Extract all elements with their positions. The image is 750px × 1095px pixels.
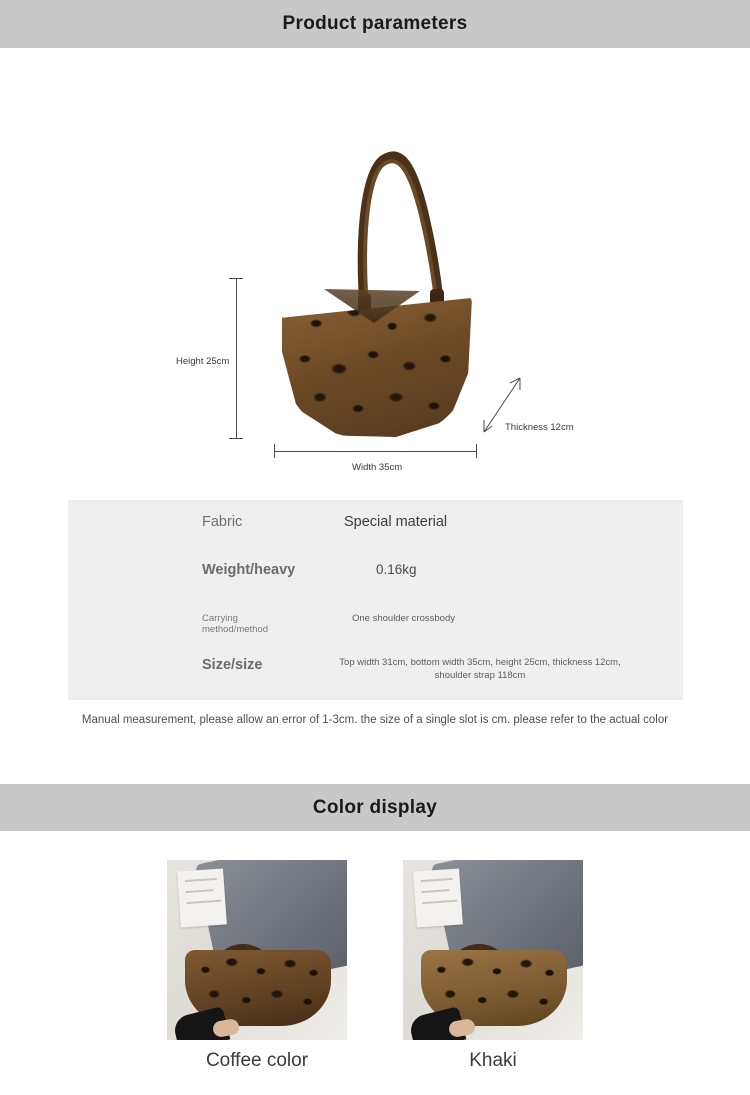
product-parameters-title: Product parameters [0, 0, 750, 48]
spec-label-carrying-method: Carrying method/method [202, 613, 269, 635]
color-label-coffee: Coffee color [205, 1050, 309, 1071]
spec-table [68, 500, 683, 700]
height-rule [236, 278, 237, 438]
note-card [177, 868, 227, 927]
bag-illustration [272, 103, 482, 443]
spec-value-size: Top width 31cm, bottom width 35cm, height 25cm, thickness 12cm, shoulder strap 118cm [339, 657, 621, 681]
spec-label-weight: Weight/heavy [202, 562, 296, 578]
spec-value-fabric: Special material [344, 514, 448, 530]
product-dimension-diagram [0, 48, 750, 493]
height-label: Height 25cm [176, 356, 230, 367]
color-display-title: Color display [0, 784, 750, 831]
table-row [68, 562, 683, 578]
color-photo-coffee[interactable] [167, 860, 347, 1040]
spec-label-size: Size/size [202, 657, 263, 673]
table-row [68, 514, 683, 530]
width-rule-cap-left [274, 444, 275, 458]
spec-label-fabric: Fabric [202, 514, 243, 530]
table-row [68, 613, 683, 635]
width-rule-cap-right [476, 444, 477, 458]
spec-value-weight: 0.16kg [376, 562, 417, 577]
model-hand [448, 1018, 476, 1038]
color-option-khaki[interactable] [403, 860, 583, 1072]
table-row [68, 657, 683, 683]
color-photo-khaki[interactable] [403, 860, 583, 1040]
color-option-coffee[interactable] [167, 860, 347, 1072]
color-label-khaki: Khaki [469, 1050, 517, 1071]
color-swatch-list [0, 860, 750, 1072]
width-label: Width 35cm [352, 462, 403, 473]
height-rule-cap-bottom [229, 438, 243, 439]
thickness-label: Thickness 12cm [505, 422, 574, 433]
note-card [413, 868, 463, 927]
height-rule-cap-top [229, 278, 243, 279]
width-rule [274, 451, 476, 452]
model-hand [212, 1018, 240, 1038]
spec-value-carrying-method: One shoulder crossbody [352, 613, 455, 624]
measurement-disclaimer: Manual measurement, please allow an error of 1-3cm. the size of a single slot is cm. please refer to the actual color [81, 714, 669, 726]
